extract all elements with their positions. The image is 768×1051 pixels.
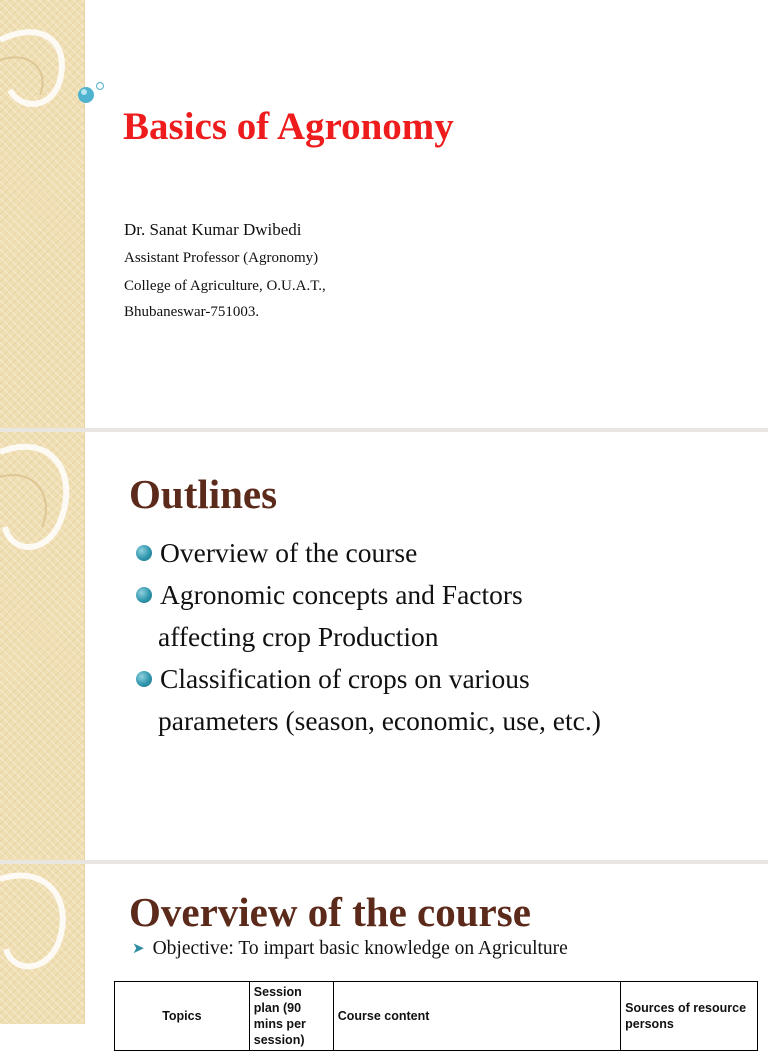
- decorative-side-strip: [0, 864, 85, 1024]
- swirl-ornament-icon: [0, 864, 85, 1024]
- slide-title: [0, 0, 768, 428]
- slide-outlines: [0, 432, 768, 860]
- list-item-text: Agronomic concepts and Factors: [160, 579, 523, 610]
- course-table: [114, 981, 758, 1051]
- author-location: Bhubaneswar-751003.: [124, 304, 260, 320]
- list-item: [134, 574, 754, 658]
- list-item-text-continued: affecting crop Production: [158, 621, 439, 652]
- header-session-plan: Session plan (90 mins per session): [249, 982, 333, 1051]
- teal-orb-bullet-icon: [136, 671, 152, 687]
- slide-course-overview: [0, 864, 768, 1047]
- list-item: [134, 532, 754, 574]
- teal-orb-bullet-icon: [136, 587, 152, 603]
- author-position: Assistant Professor (Agronomy): [124, 250, 319, 266]
- list-item-text: Classification of crops on various: [160, 663, 530, 694]
- author-college: College of Agriculture, O.U.A.T.,: [124, 278, 326, 294]
- swirl-ornament-icon: [0, 432, 85, 592]
- decorative-side-strip: [0, 0, 85, 428]
- table-header-row: [115, 982, 758, 1051]
- swirl-ornament-icon: [0, 0, 85, 160]
- header-sources: Sources of resource persons: [621, 982, 758, 1051]
- arrowhead-icon: ➤: [132, 941, 145, 957]
- outline-list: [134, 532, 754, 742]
- decorative-side-strip: [0, 432, 85, 860]
- list-item: [134, 658, 754, 742]
- author-name: Dr. Sanat Kumar Dwibedi: [124, 220, 302, 239]
- objective-text: Objective: To impart basic knowledge on Agriculture: [152, 938, 568, 959]
- header-topics: Topics: [115, 982, 250, 1051]
- presentation-title: Basics of Agronomy: [123, 105, 454, 148]
- bubbles-decoration-icon: [74, 80, 114, 110]
- teal-orb-bullet-icon: [136, 545, 152, 561]
- list-item-text-continued: parameters (season, economic, use, etc.): [158, 705, 601, 736]
- list-item-text: Overview of the course: [160, 537, 418, 568]
- slide-heading: Overview of the course: [129, 889, 531, 935]
- slide-heading: Outlines: [129, 471, 278, 517]
- objective-line: [132, 938, 568, 960]
- header-course-content: Course content: [333, 982, 620, 1051]
